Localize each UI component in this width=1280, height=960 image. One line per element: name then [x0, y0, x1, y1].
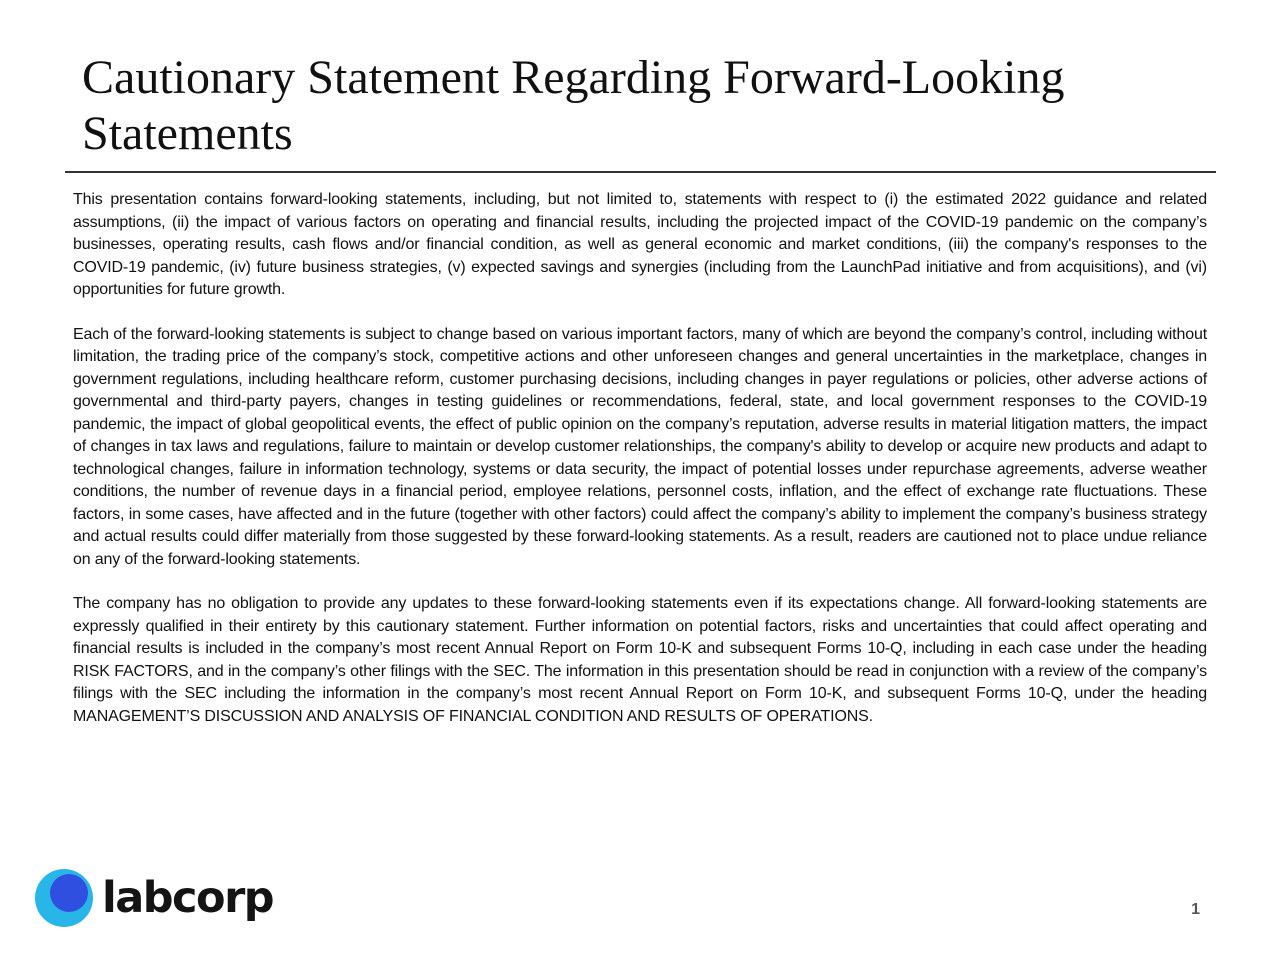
paragraph-no-obligation: The company has no obligation to provide any updates to these forward-looking statements even if its expectations change. All forward-looking statements are expressly qualified in their entirety by this cautionary statement. Further information on potential factors, risks and uncertainties that could affect operating and financial results is included in the company’s most recent Annual Report on Form 10-K and subsequent Forms 10-Q, including in each case under the heading RISK FACTORS, and in the company’s other filings with the SEC. The information in this presentation should be read in conjunction with a review of the company’s filings with the SEC including the information in the company’s most recent Annual Report on Form 10-K, and subsequent Forms 10-Q, under the heading MANAGEMENT’S DISCUSSION AND ANALYSIS OF FINANCIAL CONDITION AND RESULTS OF OPERATIONS. — [73, 595, 1207, 725]
labcorp-logo-mark-icon — [34, 868, 94, 928]
labcorp-logo — [34, 866, 273, 930]
paragraph-risk-factors: Each of the forward-looking statements is subject to change based on various important factors, many of which are beyond the company’s control, including without limitation, the trading price of the company’s stock, competitive actions and other unforeseen changes and general uncertainties in the marketplace, changes in government regulations, including healthcare reform, customer purchasing decisions, including changes in payer regulations or policies, other adverse actions of governmental and third-party payers, changes in testing guidelines or recommendations, federal, state, and local government responses to the COVID-19 pandemic, the impact of global geopolitical events, the effect of public opinion on the company’s reputation, adverse results in material litigation matters, the impact of changes in tax laws and regulations, failure to maintain or develop customer relationships, the company's ability to develop or acquire new products and adapt to technological changes, failure in information technology, systems or data security, the impact of potential losses under repurchase agreements, adverse weather conditions, the number of revenue days in a financial period, employee relations, personnel costs, inflation, and the effect of exchange rate fluctuations. These factors, in some cases, have affected and in the future (together with other factors) could affect the company’s ability to implement the company’s business strategy and actual results could differ materially from those suggested by these forward-looking statements. As a result, readers are cautioned not to place undue reliance on any of the forward-looking statements. — [73, 325, 1207, 568]
paragraph-forward-looking-scope: This presentation contains forward-looking statements, including, but not limited to, statements with respect to (i) the estimated 2022 guidance and related assumptions, (ii) the impact of various factors on operating and financial results, including the projected impact of the COVID-19 pandemic on the company’s businesses, operating results, cash flows and/or financial condition, as well as general economic and market conditions, (iii) the company's responses to the COVID-19 pandemic, (iv) future business strategies, (v) expected savings and synergies (including from the LaunchPad initiative and from acquisitions), and (vi) opportunities for future growth. — [73, 191, 1207, 298]
slide-title: Cautionary Statement Regarding Forward-Looking Statements — [82, 51, 1065, 160]
slide-body — [73, 189, 1207, 750]
page-number: 1 — [1191, 901, 1200, 918]
title-divider — [65, 171, 1216, 173]
logo-wordmark: labcorp — [102, 872, 274, 923]
